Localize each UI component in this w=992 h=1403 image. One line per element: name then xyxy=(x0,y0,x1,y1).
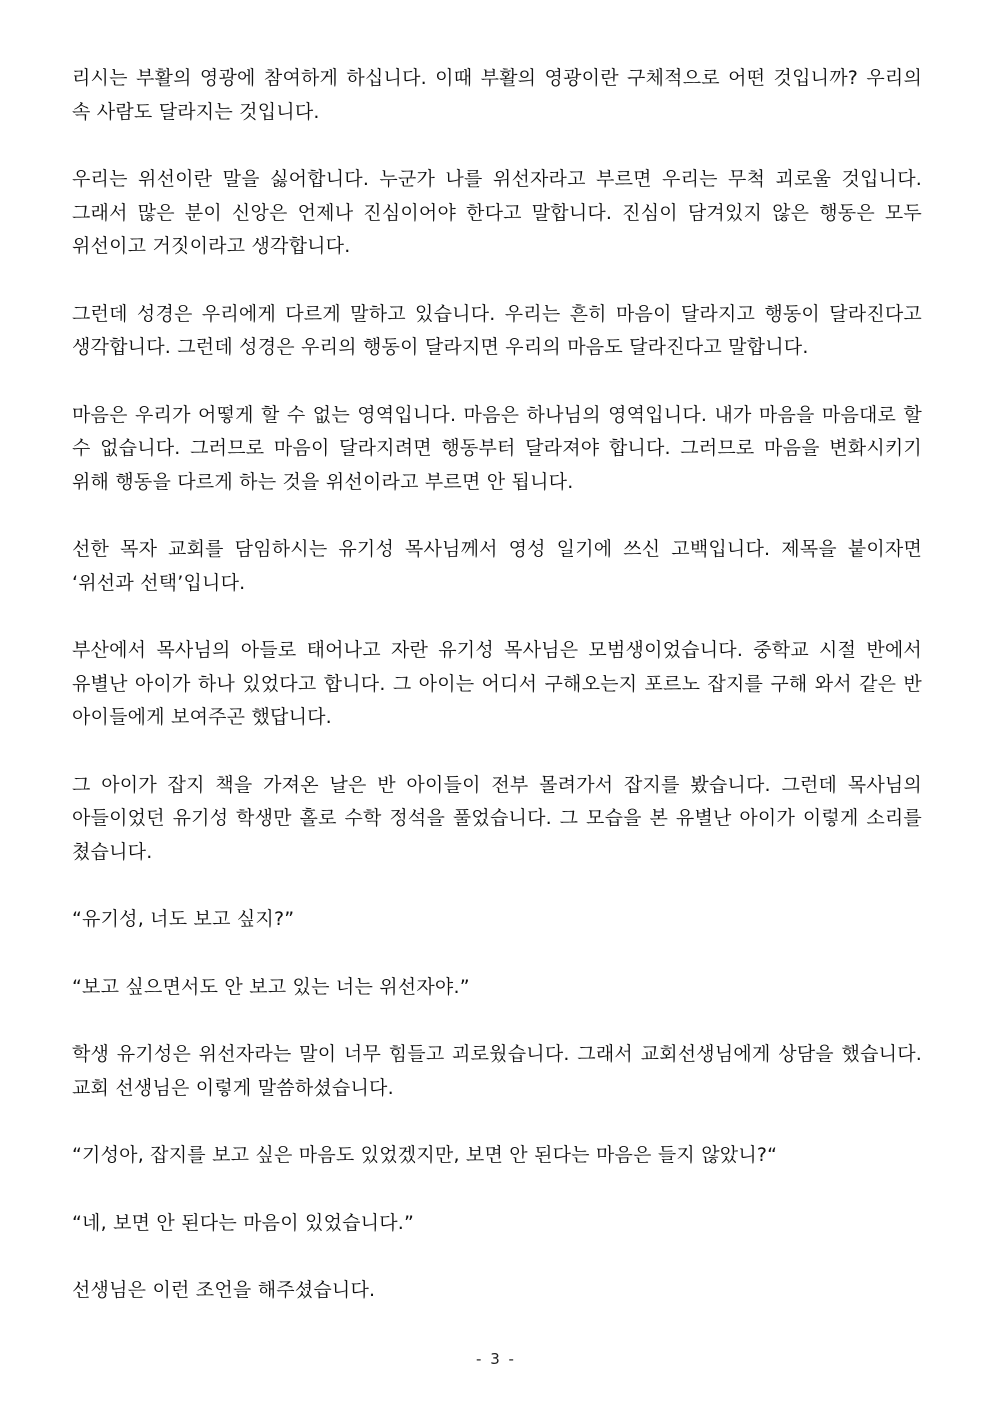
paragraph-1: 리시는 부활의 영광에 참여하게 하십니다. 이때 부활의 영광이란 구체적으로 어떤 것입니까? 우리의 속 사람도 달라지는 것입니다. xyxy=(72,67,922,123)
paragraph-7: 그 아이가 잡지 책을 가져온 날은 반 아이들이 전부 몰려가서 잡지를 봤습니다. 그런데 목사님의 아들이었던 유기성 학생만 홀로 수학 정석을 풀었습니다. 그 모습을 본 유별난 아이가 이렇게 소리를 쳤습니다. xyxy=(72,773,922,863)
paragraph-10: 학생 유기성은 위선자라는 말이 너무 힘들고 괴로웠습니다. 그래서 교회선생님에게 상담을 했습니다. 교회 선생님은 이렇게 말씀하셨습니다. xyxy=(72,1043,922,1099)
document-body xyxy=(72,62,922,1342)
paragraph-12-quote: “네, 보면 안 된다는 마음이 있었습니다.” xyxy=(72,1211,415,1234)
paragraph-3: 그런데 성경은 우리에게 다르게 말하고 있습니다. 우리는 흔히 마음이 달라지고 행동이 달라진다고 생각합니다. 그런데 성경은 우리의 행동이 달라지면 우리의 마음도 달라진다고 말합니다. xyxy=(72,302,922,358)
paragraph-11-quote: “기성아, 잡지를 보고 싶은 마음도 있었겠지만, 보면 안 된다는 마음은 들지 않았니?“ xyxy=(72,1144,778,1166)
paragraph-2: 우리는 위선이란 말을 싫어합니다. 누군가 나를 위선자라고 부르면 우리는 무척 괴로울 것입니다. 그래서 많은 분이 신앙은 언제나 진심이어야 한다고 말합니다. 진심이 담겨있지 않은 행동은 모두 위선이고 거짓이라고 생각합니다. xyxy=(72,168,922,257)
paragraph-5: 선한 목자 교회를 담임하시는 유기성 목사님께서 영성 일기에 쓰신 고백입니다. 제목을 붙이자면 ‘위선과 선택’입니다. xyxy=(72,538,922,594)
paragraph-6: 부산에서 목사님의 아들로 태어나고 자란 유기성 목사님은 모범생이었습니다. 중학교 시절 반에서 유별난 아이가 하나 있었다고 합니다. 그 아이는 어디서 구해오는지 포르노 잡지를 구해 와서 같은 반 아이들에게 보여주곤 했답니다. xyxy=(72,639,922,728)
page-number: - 3 - xyxy=(476,1350,516,1368)
paragraph-8-quote: “유기성, 너도 보고 싶지?” xyxy=(72,908,295,930)
paragraph-9-quote: “보고 싶으면서도 안 보고 있는 너는 위선자야.” xyxy=(72,975,470,998)
paragraph-13: 선생님은 이런 조언을 해주셨습니다. xyxy=(72,1279,376,1301)
paragraph-4: 마음은 우리가 어떻게 할 수 없는 영역입니다. 마음은 하나님의 영역입니다. 내가 마음을 마음대로 할 수 없습니다. 그러므로 마음이 달라지려면 행동부터 달라져야 합니다. 그러므로 마음을 변화시키기 위해 행동을 다르게 하는 것을 위선이라고 부르면 안 됩니다. xyxy=(72,403,922,493)
